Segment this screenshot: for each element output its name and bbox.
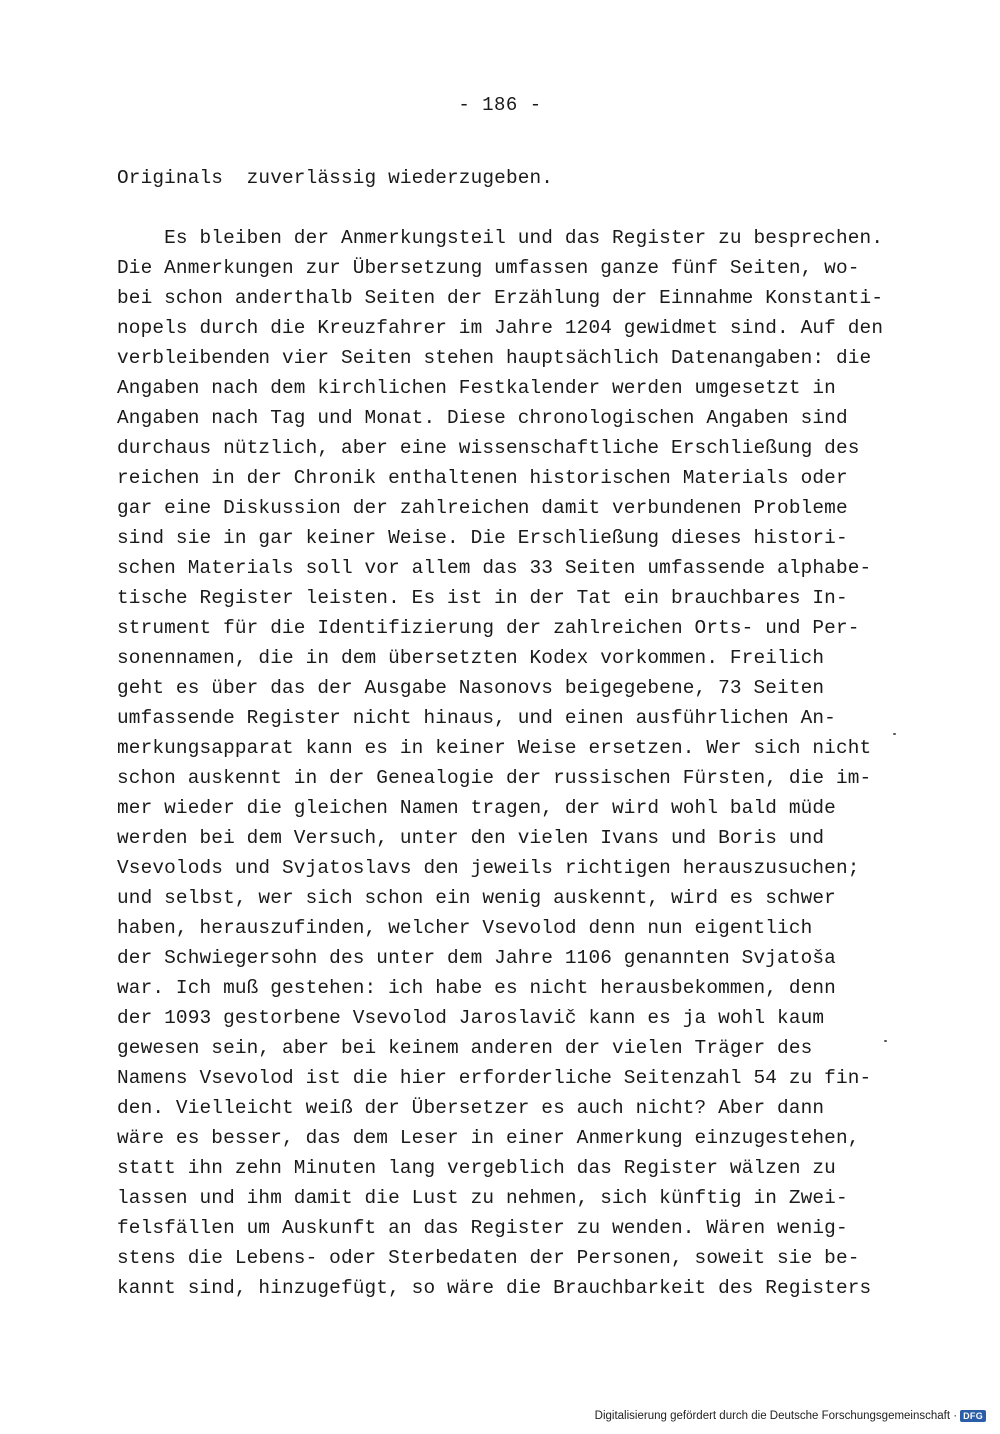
text-line: gewesen sein, aber bei keinem anderen der vielen Träger des xyxy=(117,1037,813,1059)
digitization-credit xyxy=(595,1410,986,1422)
text-line: bei schon anderthalb Seiten der Erzählung der Einnahme Konstanti- xyxy=(117,287,884,309)
text-line: felsfällen um Auskunft an das Register zu wenden. Wären wenig- xyxy=(117,1217,848,1239)
text-line: haben, herauszufinden, welcher Vsevolod denn nun eigentlich xyxy=(117,917,813,939)
text-line: Die Anmerkungen zur Übersetzung umfassen ganze fünf Seiten, wo- xyxy=(117,257,860,279)
text-line: Angaben nach dem kirchlichen Festkalender werden umgesetzt in xyxy=(117,377,836,399)
text-line: nopels durch die Kreuzfahrer im Jahre 1204 gewidmet sind. Auf den xyxy=(117,317,884,339)
text-line: schon auskennt in der Genealogie der russischen Fürsten, die im- xyxy=(117,767,872,789)
text-line: sonennamen, die in dem übersetzten Kodex vorkommen. Freilich xyxy=(117,647,825,669)
text-line: merkungsapparat kann es in keiner Weise ersetzen. Wer sich nicht xyxy=(117,737,872,759)
text-line: gar eine Diskussion der zahlreichen damit verbundenen Probleme xyxy=(117,497,848,519)
text-line: lassen und ihm damit die Lust zu nehmen, sich künftig in Zwei- xyxy=(117,1187,848,1209)
text-line: kannt sind, hinzugefügt, so wäre die Brauchbarkeit des Registers xyxy=(117,1277,872,1299)
text-line: Vsevolods und Svjatoslavs den jeweils richtigen herauszusuchen; xyxy=(117,857,860,879)
text-line: Es bleiben der Anmerkungsteil und das Register zu besprechen. xyxy=(117,227,884,249)
text-line: der 1093 gestorbene Vsevolod Jaroslavič kann es ja wohl kaum xyxy=(117,1007,825,1029)
text-line: Originals zuverlässig wiederzugeben. xyxy=(117,167,554,189)
text-line: wäre es besser, das dem Leser in einer Anmerkung einzugestehen, xyxy=(117,1127,860,1149)
text-line: schen Materials soll vor allem das 33 Seiten umfassende alphabe- xyxy=(117,557,872,579)
text-line: werden bei dem Versuch, unter den vielen Ivans und Boris und xyxy=(117,827,825,849)
text-line: tische Register leisten. Es ist in der Tat ein brauchbares In- xyxy=(117,587,848,609)
text-line: und selbst, wer sich schon ein wenig auskennt, wird es schwer xyxy=(117,887,836,909)
text-line: stens die Lebens- oder Sterbedaten der Personen, soweit sie be- xyxy=(117,1247,860,1269)
credit-text: Digitalisierung gefördert durch die Deutsche Forschungsgemeinschaft · xyxy=(594,1410,958,1422)
text-line: reichen in der Chronik enthaltenen historischen Materials oder xyxy=(117,467,848,489)
text-line: war. Ich muß gestehen: ich habe es nicht herausbekommen, denn xyxy=(117,977,836,999)
page-number: - 186 - xyxy=(458,94,542,116)
text-line: statt ihn zehn Minuten lang vergeblich das Register wälzen zu xyxy=(117,1157,836,1179)
text-line: der Schwiegersohn des unter dem Jahre 1106 genannten Svjatoša xyxy=(117,947,836,969)
text-line: umfassende Register nicht hinaus, und einen ausführlichen An- xyxy=(117,707,836,729)
text-line: strument für die Identifizierung der zahlreichen Orts- und Per- xyxy=(117,617,860,639)
text-line: geht es über das der Ausgabe Nasonovs beigegebene, 73 Seiten xyxy=(117,677,825,699)
dfg-logo: DFG xyxy=(960,1410,986,1422)
text-line: den. Vielleicht weiß der Übersetzer es auch nicht? Aber dann xyxy=(117,1097,825,1119)
text-line: mer wieder die gleichen Namen tragen, der wird wohl bald müde xyxy=(117,797,836,819)
text-line: sind sie in gar keiner Weise. Die Erschließung dieses histori- xyxy=(117,527,848,549)
scan-speck xyxy=(884,1040,887,1042)
text-line: durchaus nützlich, aber eine wissenschaftliche Erschließung des xyxy=(117,437,860,459)
text-line: verbleibenden vier Seiten stehen hauptsächlich Datenangaben: die xyxy=(117,347,872,369)
text-line: Namens Vsevolod ist die hier erforderliche Seitenzahl 54 zu fin- xyxy=(117,1067,872,1089)
scan-speck xyxy=(893,733,896,735)
text-line: Angaben nach Tag und Monat. Diese chronologischen Angaben sind xyxy=(117,407,848,429)
